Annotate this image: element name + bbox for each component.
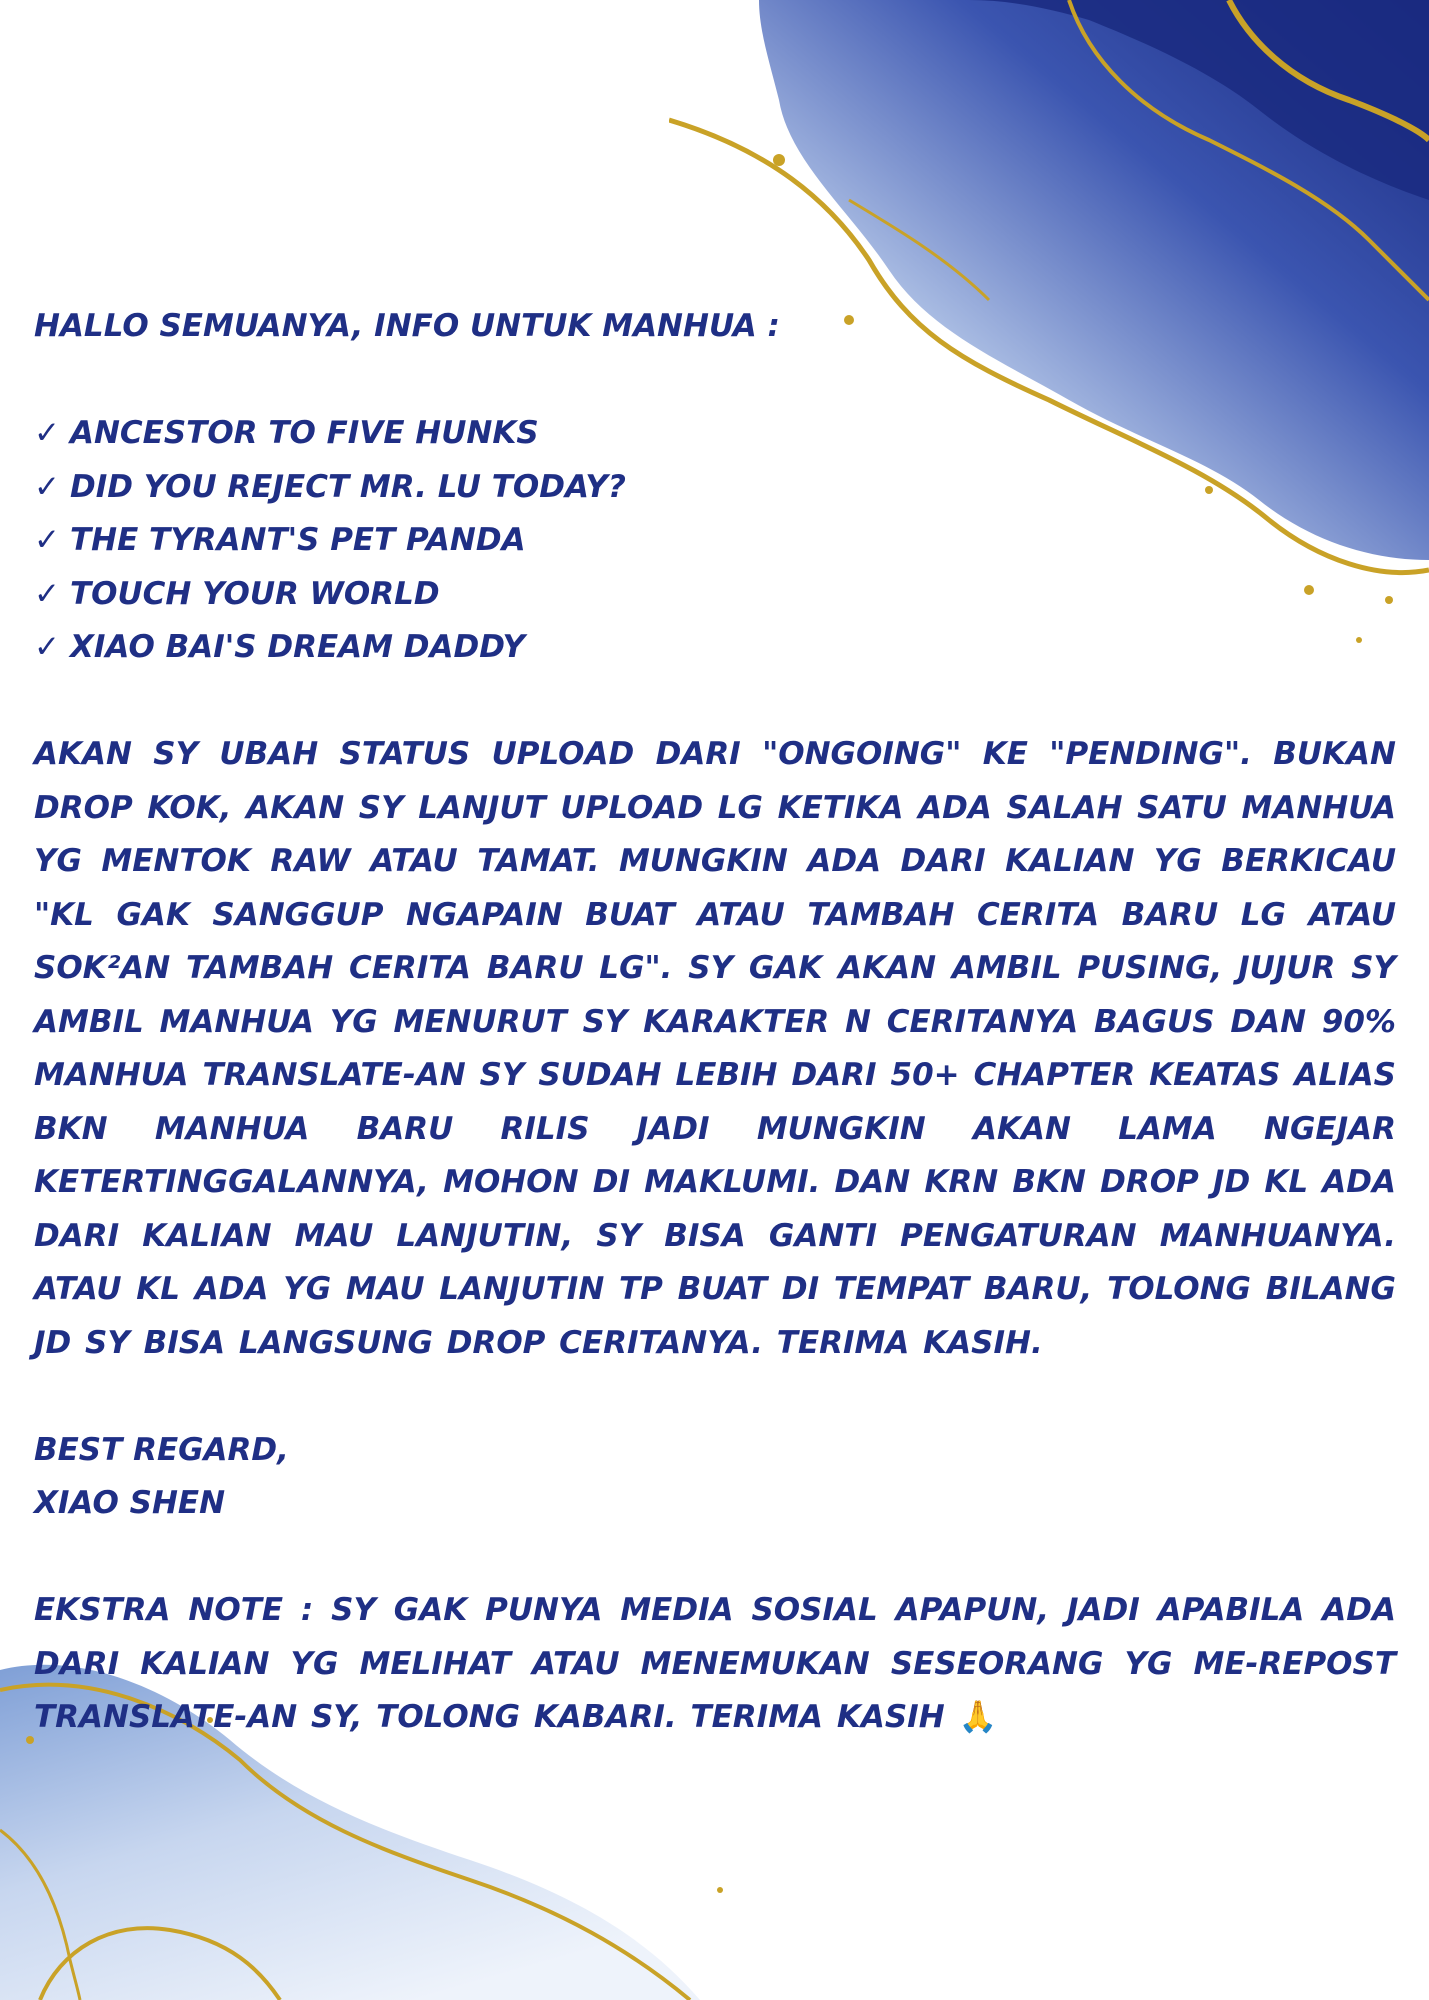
extra-note-text: EKSTRA NOTE : SY GAK PUNYA MEDIA SOSIAL APAPUN, JADI APABILA ADA DARI KALIAN YG MELIHAT ATAU MENEMUKAN SESEORANG YG ME-REPOST TRANSLATE-AN SY, TOLONG KABARI. TERIMA KASIH: [34, 1592, 1396, 1735]
spacer: [34, 354, 1396, 408]
check-icon: ✓: [34, 415, 60, 451]
spacer: [34, 1531, 1396, 1585]
check-icon: ✓: [34, 629, 60, 665]
signature: XIAO SHEN: [34, 1485, 226, 1521]
list-item: [34, 461, 1396, 515]
pray-emoji-icon: 🙏: [958, 1699, 998, 1735]
check-icon: ✓: [34, 522, 60, 558]
check-icon: ✓: [34, 468, 60, 505]
list-item: [34, 407, 1396, 461]
manhua-title: THE TYRANT'S PET PANDA: [69, 522, 526, 558]
manhua-list: [34, 407, 1396, 675]
manhua-title: TOUCH YOUR WORLD: [69, 575, 440, 612]
body-paragraph: AKAN SY UBAH STATUS UPLOAD DARI "ONGOING" KE "PENDING". BUKAN DROP KOK, AKAN SY LANJUT UPLOAD LG KETIKA ADA SALAH SATU MANHUA YG MENTOK RAW ATAU TAMAT. MUNGKIN ADA DARI KALIAN YG BERKICAU "KL GAK SANGGUP NGAPAIN BUAT ATAU TAMBAH CERITA BARU LG ATAU SOK²AN TAMBAH CERITA BARU LG". SY GAK AKAN AMBIL PUSING, JUJUR SY AMBIL MANHUA YG MENURUT SY KARAKTER N CERITANYA BAGUS DAN 90% MANHUA TRANSLATE-AN SY SUDAH LEBIH DARI 50+ CHAPTER KEATAS ALIAS BKN MANHUA BARU RILIS JADI MUNGKIN AKAN LAMA NGEJAR KETERTINGGALANNYA, MOHON DI MAKLUMI. DAN KRN BKN DROP JD KL ADA DARI KALIAN MAU LANJUTIN, SY BISA GANTI PENGATURAN MANHUANYA. ATAU KL ADA YG MAU LANJUTIN TP BUAT DI TEMPAT BARU, TOLONG BILANG JD SY BISA LANGSUNG DROP CERITANYA. TERIMA KASIH.: [34, 736, 1396, 1361]
spacer: [34, 1370, 1396, 1424]
letter-body: [34, 300, 1396, 1745]
manhua-title: ANCESTOR TO FIVE HUNKS: [69, 415, 539, 451]
spacer: [34, 675, 1396, 729]
manhua-title: XIAO BAI'S DREAM DADDY: [69, 629, 526, 665]
intro-line: HALLO SEMUANYA, INFO UNTUK MANHUA :: [34, 308, 780, 344]
list-item: [34, 514, 1396, 568]
list-item: [34, 621, 1396, 675]
check-icon: ✓: [34, 575, 60, 612]
extra-note: [34, 1584, 1396, 1745]
manhua-title: DID YOU REJECT MR. LU TODAY?: [69, 468, 626, 505]
list-item: [34, 568, 1396, 622]
closing-line: BEST REGARD,: [34, 1431, 289, 1468]
